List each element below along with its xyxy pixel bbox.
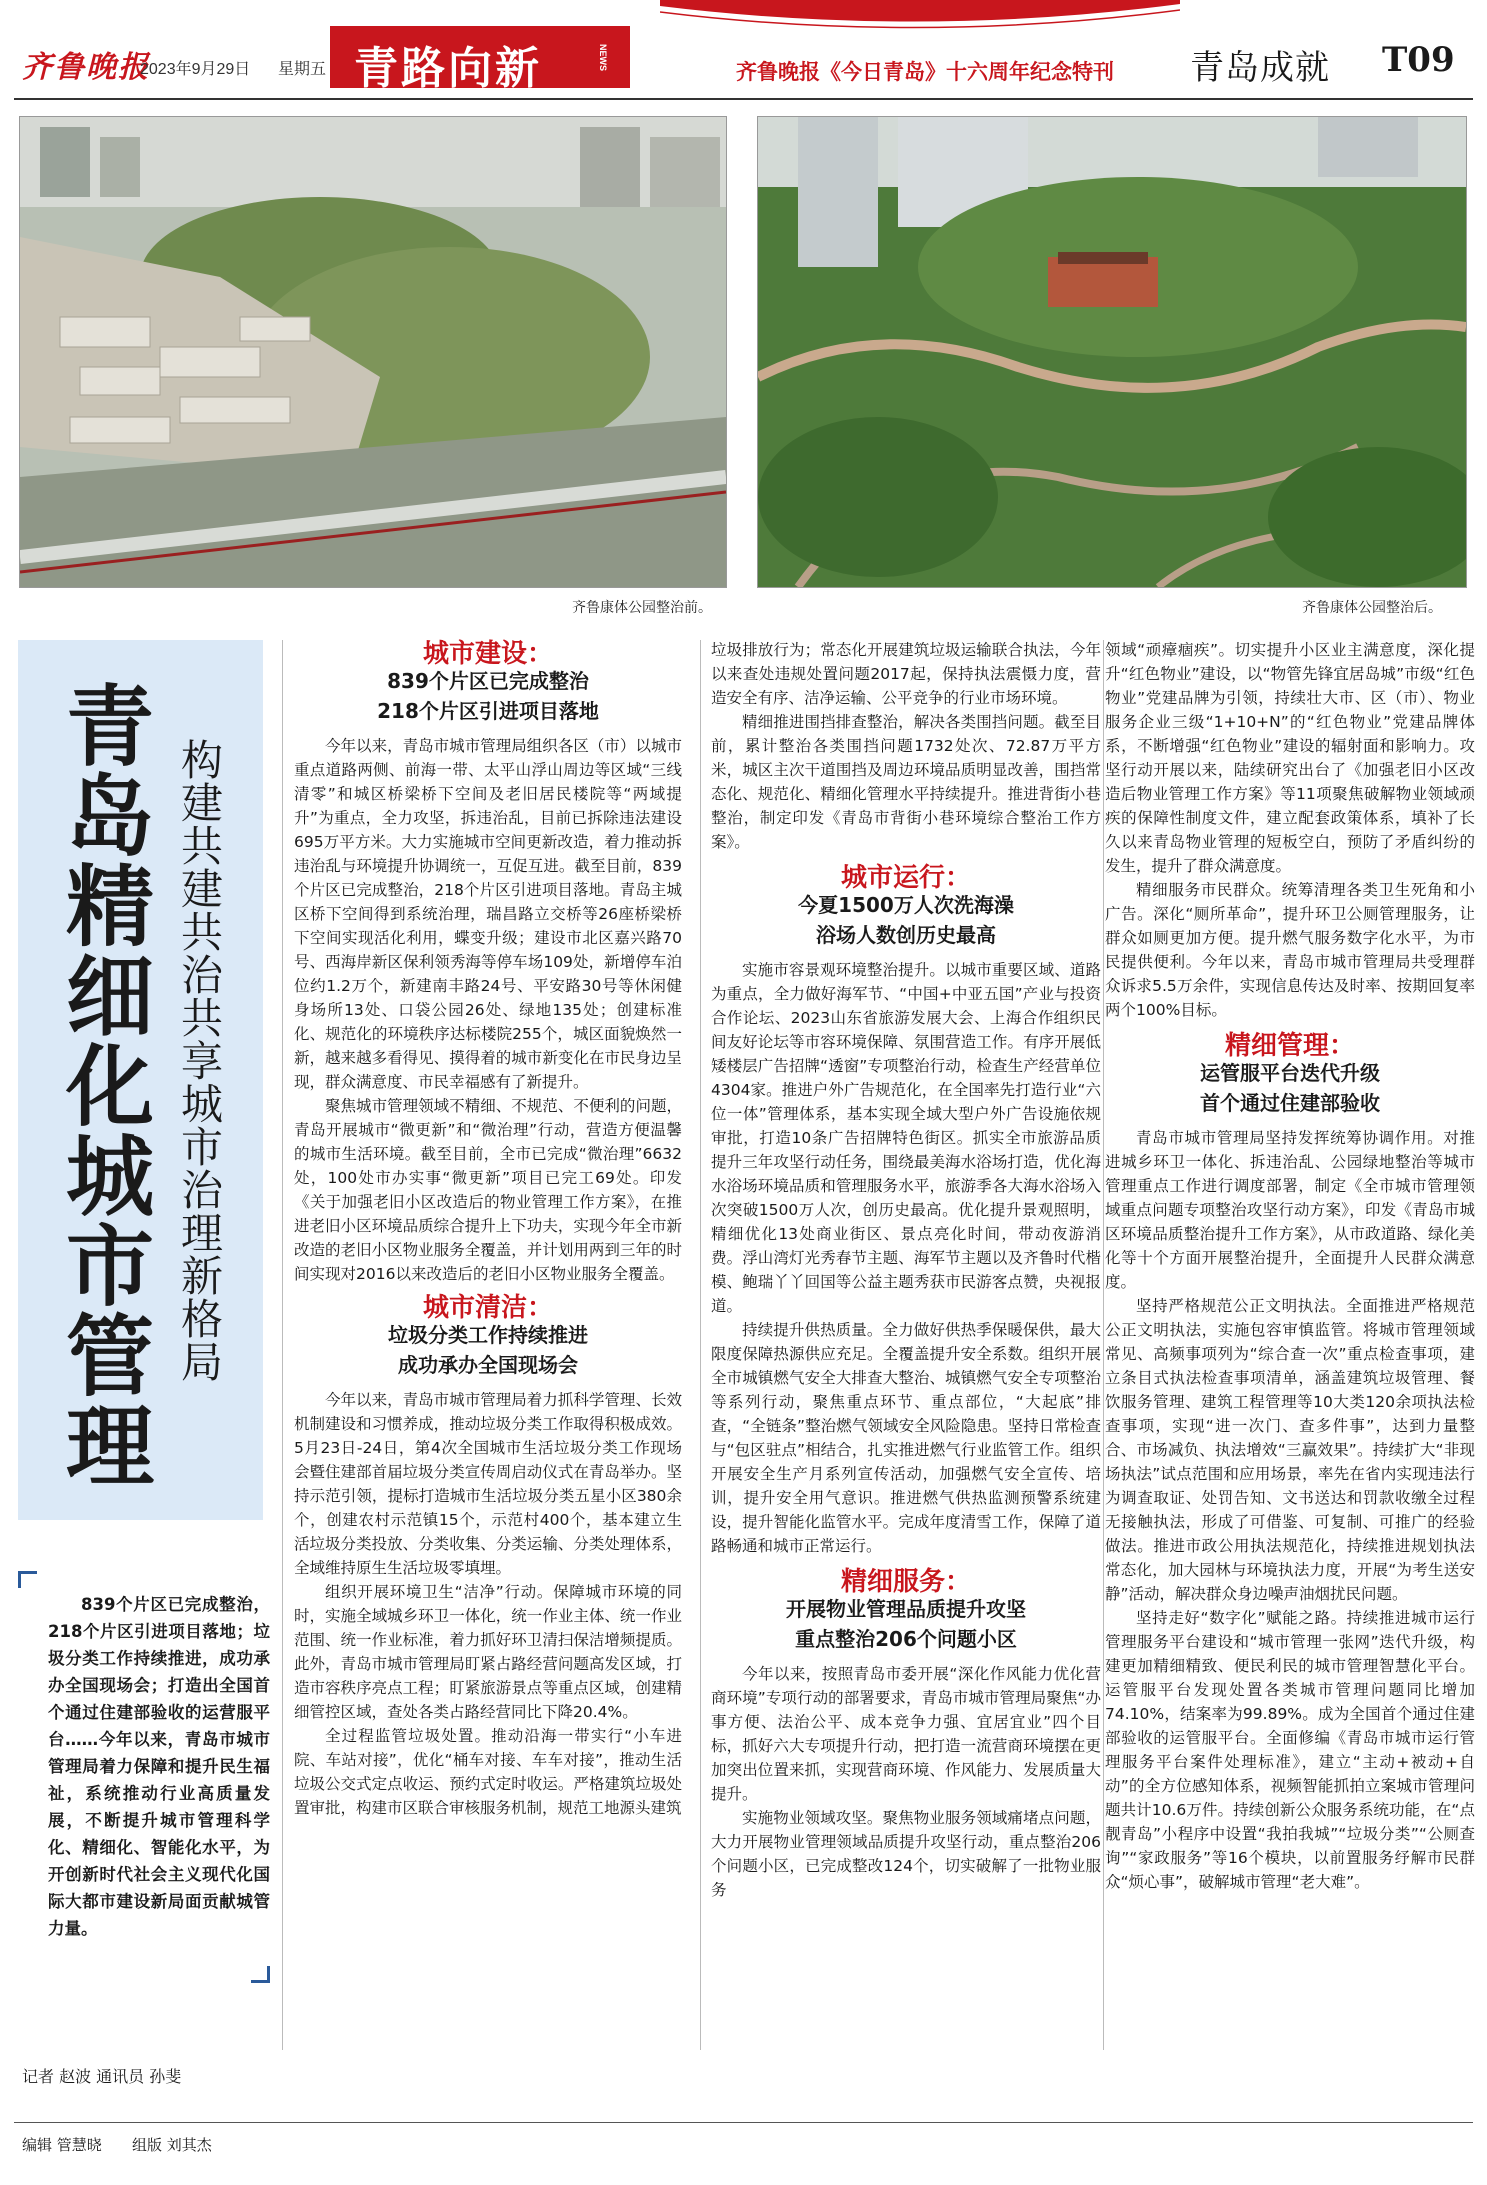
paragraph: 青岛市城市管理局坚持发挥统筹协调作用。对推进城乡环卫一体化、拆违治乱、公园绿地整治等城市管理重点工作进行调度部署，制定《全市城市管理领域重点问题专项整治攻坚行动方案》，印发《青岛市城区环境品质整治提升工作方案》，从市政道路、绿化美化等十个方面开展整治提升，全面提升人民群众满意度。 (1105, 1129, 1475, 1291)
page-number: T09 (1382, 40, 1455, 80)
section-title-line: 垃圾分类工作持续推进 (388, 1323, 588, 1347)
article-column-1 (294, 639, 682, 1820)
main-headline: 青岛精细化城市管理 (52, 680, 156, 1490)
special-edition-title: 齐鲁晚报《今日青岛》十六周年纪念特刊 (736, 60, 1114, 84)
newspaper-brand: 齐鲁晚报 (22, 50, 150, 85)
frame-corner-bottom (251, 1966, 270, 1983)
paragraph: 精细服务市民群众。统筹清理各类卫生死角和小广告。深化“厕所革命”，提升环卫公厕管理服务，让群众如厕更加方便。提升燃气服务数字化水平，为市民提供便利。今年以来，青岛市城市管理局共受理群众诉求5.5万余件，实现信息传达及时率、按期回复率两个100%目标。 (1105, 881, 1475, 1019)
section-title-line: 成功承办全国现场会 (398, 1353, 578, 1377)
summary-box (18, 1571, 270, 1983)
section-label-construction: 城市建设： (422, 639, 553, 669)
section-label-operation: 城市运行： (840, 863, 971, 893)
caption-after: 齐鲁康体公园整治后。 (1302, 600, 1442, 616)
section-title-line: 运管服平台迭代升级 (1200, 1061, 1380, 1085)
caption-before: 齐鲁康体公园整治前。 (572, 600, 712, 616)
editor-credit: 编辑 管慧晓 (22, 2136, 102, 2154)
column-divider (1103, 640, 1104, 2050)
section-title-line: 开展物业管理品质提升攻坚 (786, 1597, 1026, 1621)
issue-date: 2023年9月29日 (140, 61, 251, 78)
section-label-service: 精细服务： (840, 1567, 971, 1597)
photo-park-before (19, 116, 727, 588)
section-title-line: 今夏1500万人次洗海澡 (798, 893, 1014, 917)
column-divider (700, 640, 701, 2050)
section-title-line: 浴场人数创历史最高 (816, 923, 996, 947)
paragraph: 今年以来，青岛市城市管理局组织各区（市）以城市重点道路两侧、前海一带、太平山浮山周边等区域“三线清零”和城区桥梁桥下空间及老旧居民楼院等“两域提升”为重点，全力攻坚，拆违治乱，目前已拆除违法建设695万平方米。大力实施城市空间更新改造，着力推动拆违治乱与环境提升协调统一，互促互进。截至目前，839个片区已完成整治，218个片区引进项目落地。青岛主城区桥下空间得到系统治理，瑞昌路立交桥等26座桥梁桥下空间实现活化利用，蝶变升级；建设市北区嘉兴路70号、西海岸新区保利领秀海等停车场109处，新增停车泊位约1.2万个，新建南丰路24号、平安路30号等休闲健身场所13处、口袋公园26处、绿地135处；创建标准化、规范化的环境秩序达标楼院255个，城区面貌焕然一新，越来越多看得见、摸得着的城市新变化在市民身边呈现，群众满意度、市民幸福感有了新提升。 (294, 737, 682, 1091)
section-title-line: 839个片区已完成整治 (387, 669, 589, 693)
section-name: 青岛成就 (1190, 48, 1330, 88)
photo-park-after (757, 116, 1467, 588)
column-divider (282, 640, 283, 2050)
paragraph: 全过程监管垃圾处置。推动沿海一带实行“小车进院、车站对接”，优化“桶车对接、车车对接”，推动生活垃圾公交式定点收运、预约式定时收运。严格建筑垃圾处置审批，构建市区联合审核服务机制，规范工地源头建筑 (294, 1727, 682, 1817)
paragraph: 组织开展环境卫生“洁净”行动。保障城市环境的同时，实施全域城乡环卫一体化，统一作业主体、统一作业范围、统一作业标准，着力抓好环卫清扫保洁增频提质。此外，青岛市城市管理局盯紧占路经营问题高发区域，打造市容秩序亮点工程；盯紧旅游景点等重点区域，创建精细管控区域，查处各类占路经营同比下降20.4%。 (294, 1583, 682, 1721)
paragraph: 精细推进围挡排查整治，解决各类围挡问题。截至目前，累计整治各类围挡问题1732处次、72.87万平方米，城区主次干道围挡及周边环境品质明显改善，围挡常态化、规范化、精细化管理水平持续提升。推进背街小巷整治，制定印发《青岛市背街小巷环境综合整治工作方案》。 (711, 713, 1101, 851)
section-title-line: 218个片区引进项目落地 (377, 699, 599, 723)
paragraph: 坚持走好“数字化”赋能之路。持续推进城市运行管理服务平台建设和“城市管理一张网”迭代升级，构建更加精细精致、便民利民的城市管理智慧化平台。运管服平台发现处置各类城市管理问题同比增加74.10%，结案率为99.89%。成为全国首个通过住建部验收的运管服平台。全面修编《青岛市城市运行管理服务平台案件处理标准》，建立“主动+被动+自动”的全方位感知体系，视频智能抓拍立案城市管理问题共计10.6万件。持续创新公众服务系统功能，在“点靓青岛”小程序中设置“我拍我城”“垃圾分类”“公厕查询”“家政服务”等16个模块，以前置服务纾解市民群众“烦心事”，破解城市管理“老大难”。 (1105, 1609, 1475, 1891)
paragraph: 今年以来，青岛市城市管理局着力抓科学管理、长效机制建设和习惯养成，推动垃圾分类工作取得积极成效。5月23日-24日，第4次全国城市生活垃圾分类工作现场会暨住建部首届垃圾分类宣传周启动仪式在青岛举办。坚持示范引领，提标打造城市生活垃圾分类五星小区380余个，创建农村示范镇15个，示范村400个，基本建立生活垃圾分类投放、分类收集、分类运输、分类处理体系，全域维持原生生活垃圾零填埋。 (294, 1391, 682, 1577)
byline: 记者 赵波 通讯员 孙斐 (22, 2067, 182, 2086)
footer-divider (14, 2122, 1473, 2123)
summary-text: 839个片区已完成整治，218个片区引进项目落地；垃圾分类工作持续推进，成功承办全国现场会；打造出全国首个通过住建部验收的运营服平台……今年以来，青岛市城市管理局着力保障和提升民生福祉，系统推动行业高质量发展，不断提升城市管理科学化、精细化、智能化水平，为开创新时代社会主义现代化国际大都市建设新局面贡献城管力量。 (48, 1595, 270, 1938)
sub-headline: 构建共建共治共享城市治理新格局 (175, 738, 224, 1383)
column-en-label: NEWS (598, 44, 608, 71)
masthead-divider (14, 98, 1473, 100)
issue-weekday: 星期五 (278, 61, 327, 78)
paragraph: 领域“顽瘴痼疾”。切实提升小区业主满意度，深化提升“红色物业”建设，以“物管先锋宜居岛城”市级“红色物业”党建品牌为引领，持续壮大市、区（市）、物业服务企业三级“1+10+N”的“红色物业”党建品牌体系，不断增强“红色物业”建设的辐射面和影响力。攻坚行动开展以来，陆续研究出台了《加强老旧小区改造后物业管理工作方案》等11项聚焦破解物业领域顽疾的保障性制度文件，建立配套政策体系，填补了长久以来青岛物业管理的短板空白，预防了矛盾纠纷的发生，提升了群众满意度。 (1105, 641, 1475, 875)
article-column-2 (711, 638, 1101, 1902)
paragraph: 聚焦城市管理领域不精细、不规范、不便利的问题，青岛开展城市“微更新”和“微治理”行动，营造方便温馨的城市生活环境。截至目前，全市已完成“微治理”6632处，100处市办实事“微更新”项目已完工69处。印发《关于加强老旧小区改造后的物业管理工作方案》，在推进老旧小区环境品质综合提升上下功夫，实现今年全市新改造的老旧小区物业服务全覆盖，并计划用两到三年的时间实现对2016以来改造后的老旧小区物业服务全覆盖。 (294, 1097, 682, 1283)
paragraph: 持续提升供热质量。全力做好供热季保暖保供，最大限度保障热源供应充足。全覆盖提升安全系数。组织开展全市城镇燃气安全大排查大整治、城镇燃气安全专项整治等系列行动，聚焦重点环节、重点部位，“大起底”排查，“全链条”整治燃气领域安全风险隐患。坚持日常检查与“包区驻点”相结合，扎实推进燃气行业监管工作。组织开展安全生产月系列宣传活动，加强燃气安全宣传、培训，提升安全用气意识。推进燃气供热监测预警系统建设，提升智能化监管水平。完成年度清雪工作，保障了道路畅通和城市正常运行。 (711, 1321, 1101, 1555)
article-column-3 (1105, 638, 1475, 1894)
paragraph: 实施物业领域攻坚。聚焦物业服务领域痛堵点问题，大力开展物业管理领域品质提升攻坚行动，重点整治206个问题小区，已完成整改124个，切实破解了一批物业服务 (711, 1809, 1101, 1899)
section-label-cleaning: 城市清洁： (422, 1293, 553, 1323)
paragraph: 垃圾排放行为；常态化开展建筑垃圾运输联合执法，今年以来查处违规处置问题2017起，保持执法震慑力度，营造安全有序、洁净运输、公平竞争的行业市场环境。 (711, 641, 1101, 707)
paragraph: 今年以来，按照青岛市委开展“深化作风能力优化营商环境”专项行动的部署要求，青岛市城市管理局聚焦“办事方便、法治公平、成本竞争力强、宜居宜业”四个目标，抓好六大专项提升行动，把打造一流营商环境摆在更加突出位置来抓，实现营商环境、作风能力、发展质量大提升。 (711, 1665, 1101, 1803)
decorative-swoosh (660, 0, 1180, 50)
column-name: 青路向新 (354, 43, 542, 94)
section-title-line: 首个通过住建部验收 (1200, 1091, 1380, 1115)
designer-credit: 组版 刘其杰 (132, 2136, 212, 2154)
paragraph: 坚持严格规范公正文明执法。全面推进严格规范公正文明执法，实施包容审慎监管。将城市管理领域常见、高频事项列为“综合查一次”重点检查事项，建立条目式执法检查事项清单，涵盖建筑垃圾管理、餐饮服务管理、建筑工程管理等10大类120余项执法检查事项，实现“进一次门、查多件事”，达到力量整合、市场减负、执法增效“三赢效果”。持续扩大“非现场执法”试点范围和应用场景，率先在省内实现违法行为调查取证、处罚告知、文书送达和罚款收缴全过程无接触执法，形成了可借鉴、可复制、可推广的经验做法。推进市政公用执法规范化，持续推进规划执法常态化，加大园林与环境执法力度，开展“为考生送安静”活动，解决群众身边噪声油烟扰民问题。 (1105, 1297, 1475, 1603)
column-banner (330, 26, 630, 94)
section-label-management: 精细管理： (1224, 1031, 1355, 1061)
section-title-line: 重点整治206个问题小区 (795, 1627, 1017, 1651)
frame-corner-top (18, 1571, 37, 1588)
paragraph: 实施市容景观环境整治提升。以城市重要区域、道路为重点，全力做好海军节、“中国+中亚五国”产业与投资合作论坛、2023山东省旅游发展大会、上海合作组织民间友好论坛等市容环境保障、氛围营造工作。有序开展低矮楼层广告招牌“透窗”专项整治行动，检查生产经营单位4304家。推进户外广告规范化，在全国率先打造行业“六位一体”管理体系，基本实现全域大型户外广告设施依规审批，打造10条广告招牌特色街区。抓实全市旅游品质提升三年攻坚行动任务，围绕最美海水浴场打造，优化海水浴场环境品质和管理服务水平，旅游季各大海水浴场入次突破1500万人次，创历史最高。优化提升景观照明，精细优化13处商业街区、景点亮化时间，带动夜游消费。浮山湾灯光秀春节主题、海军节主题以及齐鲁时代楷模、鲍瑞丫丫回国等公益主题秀获市民游客点赞，央视报道。 (711, 961, 1101, 1315)
